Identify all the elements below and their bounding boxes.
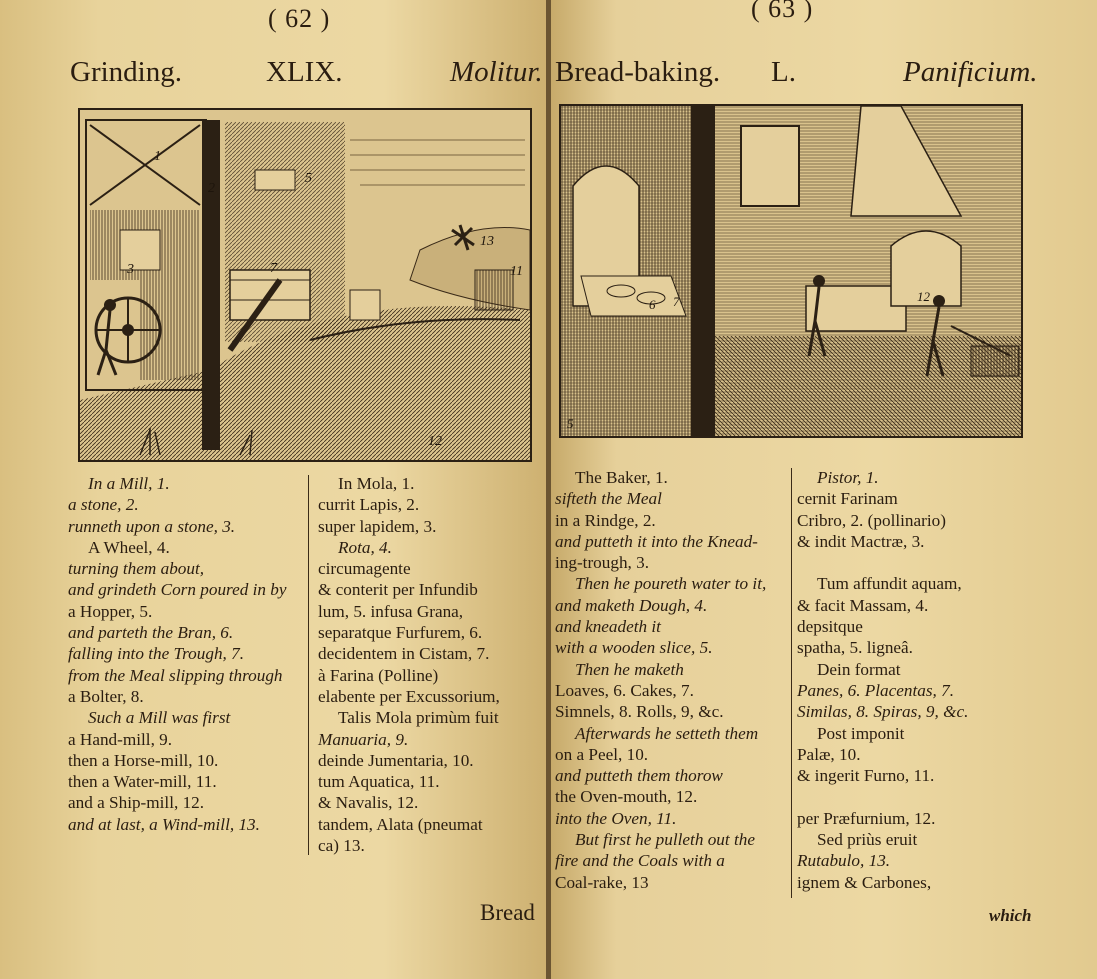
text-line: Then he maketh xyxy=(575,659,684,679)
text-line: A Wheel, 4. xyxy=(88,537,170,557)
plate-number: 12 xyxy=(917,289,930,304)
text-line: with a wooden slice, 5. xyxy=(555,638,713,658)
text-line: & Navalis, 12. xyxy=(318,793,419,813)
column-divider xyxy=(308,475,309,855)
page-number: ( 63 ) xyxy=(751,0,814,23)
text-line: a Bolter, 8. xyxy=(68,686,144,706)
text-line: on a Peel, 10. xyxy=(555,744,649,764)
section-title-latin: Molitur. xyxy=(450,56,543,88)
text-line: Sed priùs eruit xyxy=(817,830,918,850)
text-line: into the Oven, 11. xyxy=(555,808,677,828)
text-line: Cribro, 2. (pollinario) xyxy=(797,510,946,530)
text-line: cernit Farinam xyxy=(797,489,898,509)
text-line: a stone, 2. xyxy=(68,495,139,515)
text-line xyxy=(797,786,968,807)
text-line: circumagente xyxy=(318,559,411,579)
text-line: Loaves, 6. Cakes, 7. xyxy=(555,680,694,700)
section-numeral: L. xyxy=(771,56,796,88)
text-line: the Oven-mouth, 12. xyxy=(555,787,698,807)
text-line: currit Lapis, 2. xyxy=(318,495,420,515)
plate-number: 1 xyxy=(154,149,161,164)
text-line xyxy=(797,552,968,573)
section-title-english: Grinding. xyxy=(70,56,182,88)
text-line: a Hand-mill, 9. xyxy=(68,729,173,749)
text-line: and a Ship-mill, 12. xyxy=(68,793,205,813)
text-line: Panes, 6. Placentas, 7. xyxy=(797,680,955,700)
text-line: spatha, 5. ligneâ. xyxy=(797,638,913,658)
text-line: ignem & Carbones, xyxy=(797,872,932,892)
text-line: In Mola, 1. xyxy=(338,474,415,493)
plate-number: 2 xyxy=(208,181,215,196)
text-line: and parteth the Bran, 6. xyxy=(68,623,234,643)
text-line: per Præfurnium, 12. xyxy=(797,808,936,828)
text-line: Dein format xyxy=(817,659,901,679)
text-line: & facit Massam, 4. xyxy=(797,595,929,615)
text-line: Tum affundit aquam, xyxy=(817,574,962,594)
text-line: Talis Mola primùm fuit xyxy=(338,708,499,728)
text-line: and maketh Dough, 4. xyxy=(555,595,708,615)
text-line: Rutabulo, 13. xyxy=(797,851,891,871)
catchword: Bread xyxy=(480,900,535,925)
text-line: and grindeth Corn poured in by xyxy=(68,580,287,600)
text-line: in a Rindge, 2. xyxy=(555,510,656,530)
text-line: and kneadeth it xyxy=(555,617,661,637)
text-line: elabente per Excussorium, xyxy=(318,686,500,706)
plate-number: 12 xyxy=(428,434,442,449)
text-line: then a Horse-mill, 10. xyxy=(68,750,219,770)
page-number: ( 62 ) xyxy=(268,4,331,33)
text-line: fire and the Coals with a xyxy=(555,851,725,871)
plate-number: 7 xyxy=(270,261,277,276)
plate-number: 7 xyxy=(673,294,680,309)
text-line: tandem, Alata (pneumat xyxy=(318,814,483,834)
catchword: which xyxy=(989,906,1032,925)
plate-number: 13 xyxy=(480,234,494,249)
section-title-english: Bread-baking. xyxy=(555,56,721,88)
text-line: Simnels, 8. Rolls, 9, &c. xyxy=(555,702,724,722)
bakery-engraving xyxy=(559,104,1023,438)
plate-number: 11 xyxy=(510,264,523,279)
text-line: Rota, 4. xyxy=(338,537,392,557)
text-line: The Baker, 1. xyxy=(575,468,668,487)
text-line: deinde Jumentaria, 10. xyxy=(318,750,474,770)
text-line: sifteth the Meal xyxy=(555,489,662,509)
text-line: separatque Furfurem, 6. xyxy=(318,623,483,643)
text-line: runneth upon a stone, 3. xyxy=(68,516,236,536)
text-line: Pistor, 1. xyxy=(817,468,879,487)
text-line: and putteth them thorow xyxy=(555,766,723,786)
text-line: super lapidem, 3. xyxy=(318,516,437,536)
mill-engraving xyxy=(78,108,532,462)
text-line: and putteth it into the Knead- xyxy=(555,531,758,551)
text-line: from the Meal slipping through xyxy=(68,665,283,685)
text-line: Similas, 8. Spiras, 9, &c. xyxy=(797,702,969,722)
latin-text-column xyxy=(797,467,968,893)
plate-number: 6 xyxy=(649,297,656,312)
text-line: Such a Mill was first xyxy=(88,708,231,728)
text-line: lum, 5. infusa Grana, xyxy=(318,601,464,621)
text-line: decidentem in Cistam, 7. xyxy=(318,644,490,664)
plate-number: 5 xyxy=(305,171,312,186)
left-page xyxy=(0,0,548,979)
plate-number: 5 xyxy=(567,416,574,431)
english-text-column xyxy=(68,473,287,835)
text-line: then a Water-mill, 11. xyxy=(68,772,217,792)
text-line: falling into the Trough, 7. xyxy=(68,644,245,664)
text-line: Afterwards he setteth them xyxy=(575,723,759,743)
text-line: & conterit per Infundib xyxy=(318,580,478,600)
text-line: ca) 13. xyxy=(318,836,365,856)
text-line: and at last, a Wind-mill, 13. xyxy=(68,814,260,834)
text-line: Then he poureth water to it, xyxy=(575,574,767,594)
right-page xyxy=(551,0,1097,979)
english-text-column xyxy=(555,467,766,893)
text-line: ing-trough, 3. xyxy=(555,553,650,573)
text-line: à Farina (Polline) xyxy=(318,665,439,685)
text-line: But first he pulleth out the xyxy=(575,830,755,850)
text-line: turning them about, xyxy=(68,559,205,579)
text-line: Manuaria, 9. xyxy=(318,729,409,749)
text-line: tum Aquatica, 11. xyxy=(318,772,440,792)
text-line: & ingerit Furno, 11. xyxy=(797,766,935,786)
latin-text-column xyxy=(318,473,500,856)
text-line: In a Mill, 1. xyxy=(88,474,170,493)
text-line: Coal-rake, 13 xyxy=(555,872,649,892)
text-line: Post imponit xyxy=(817,723,905,743)
text-line: Palæ, 10. xyxy=(797,744,861,764)
text-line: a Hopper, 5. xyxy=(68,601,153,621)
plate-number: 3 xyxy=(127,262,134,277)
column-divider xyxy=(791,468,792,898)
section-title-latin: Panificium. xyxy=(903,56,1038,88)
section-numeral: XLIX. xyxy=(266,56,343,88)
text-line: depsitque xyxy=(797,617,863,637)
text-line: & indit Mactræ, 3. xyxy=(797,531,925,551)
